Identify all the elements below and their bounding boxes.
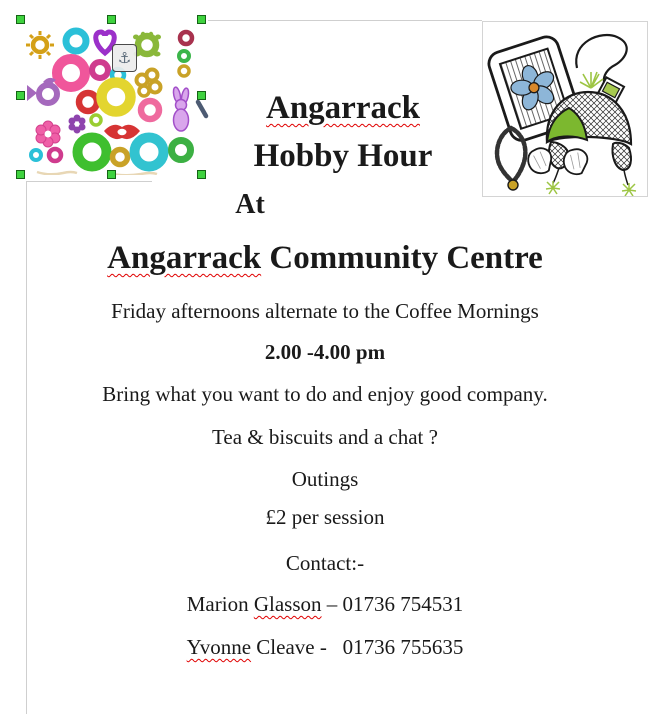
ring-shape [113, 150, 128, 165]
price-line: £2 per session [265, 505, 385, 529]
bring-line: Bring what you want to do and enjoy good company. [102, 382, 548, 406]
selected-clipart-image[interactable] [21, 20, 202, 175]
frog-shape [133, 32, 161, 57]
title-line-1: Angarrack [266, 90, 420, 126]
ring-shape [180, 32, 192, 44]
ring-shape [78, 138, 107, 167]
ring-shape [49, 149, 61, 161]
selection-handle-top-right[interactable] [197, 15, 206, 24]
mouse-cursor [195, 99, 211, 119]
winter-crafts-clipart [483, 22, 647, 196]
rabbit-shape [172, 87, 190, 131]
selection-handle-bottom-right[interactable] [197, 170, 206, 179]
selection-handle-top-left[interactable] [16, 15, 25, 24]
page-title [202, 84, 484, 180]
gold-rings-cluster [137, 70, 161, 97]
lips-shape [104, 125, 140, 139]
ring-shape [135, 138, 164, 167]
shadow-squiggles [37, 172, 157, 175]
ring-shape [172, 141, 191, 160]
outings-line: Outings [291, 467, 359, 491]
selection-handle-top-middle[interactable] [107, 15, 116, 24]
contact-marion-line: Marion Glasson – 01736 754531 [186, 592, 464, 616]
ring-shape [179, 66, 189, 76]
crafts-clipart-image[interactable] [482, 21, 648, 197]
at-line: At [235, 189, 265, 220]
selection-handle-middle-left[interactable] [16, 91, 25, 100]
time-line: 2.00 -4.00 pm [264, 340, 386, 364]
anchor-glyph: ⚓ [117, 48, 132, 67]
flower-shape [69, 115, 86, 134]
flower-shape [36, 121, 60, 147]
ring-shape [31, 150, 41, 160]
ring-shape [79, 93, 97, 111]
fish-shape [27, 78, 57, 103]
object-boundary-line-top [208, 20, 482, 21]
ring-shape [141, 101, 159, 119]
sun-shape [26, 31, 54, 59]
ring-shape [57, 59, 85, 87]
title-line-2: Hobby Hour [253, 138, 433, 174]
ring-shape [66, 31, 86, 51]
contact-label-line: Contact:- [285, 551, 365, 575]
ring-shape [179, 51, 189, 61]
selection-handle-bottom-left[interactable] [16, 170, 25, 179]
contact-yvonne-line: Yvonne Cleave - 01736 755635 [186, 635, 464, 659]
venue-line: Angarrack Community Centre [107, 240, 543, 276]
colorful-rings-clipart [21, 20, 202, 175]
object-boundary-line-bottom [27, 181, 152, 182]
crochet-loop-shape [497, 128, 525, 190]
ring-shape [92, 62, 108, 78]
selection-handle-bottom-middle[interactable] [107, 170, 116, 179]
anchor-icon[interactable] [112, 44, 137, 72]
friday-line: Friday afternoons alternate to the Coffee Mornings [111, 299, 539, 323]
ring-shape [102, 83, 131, 112]
ring-shape [91, 115, 101, 125]
tea-line: Tea & biscuits and a chat ? [212, 425, 438, 449]
